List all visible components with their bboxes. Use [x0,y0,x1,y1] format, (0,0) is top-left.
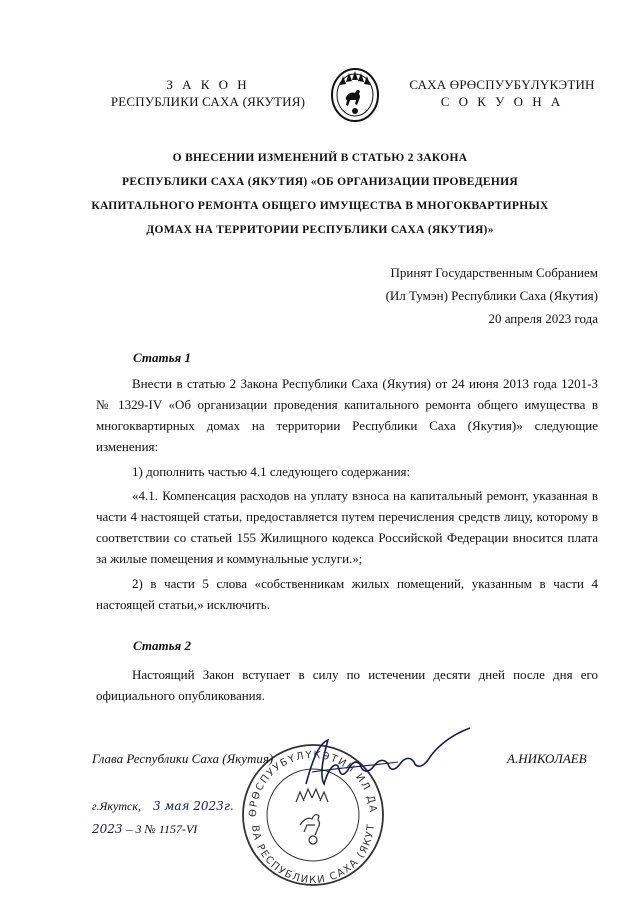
header-right [402,76,602,110]
article1-quote [96,485,598,569]
article1-item1 [96,461,598,482]
law-number-line [92,820,197,838]
republic-label: РЕСПУБЛИКИ САХА (ЯКУТИЯ) [110,94,306,109]
place-label: г.Якутск, [92,799,141,813]
title-line: О ВНЕСЕНИИ ИЗМЕНЕНИЙ В СТАТЬЮ 2 ЗАКОНА [172,152,468,164]
article1-quote-text: «4.1. Компенсация расходов на уплату взноса на капитальный ремонт, указанная в части 4 настоящей статьи, предоставляется путем перечисления средств лицу, которому в соответствии со статьей 155 Жилищного кодекса Российской Федерации вносится плата за жилые помещения и коммунальные услуги.»; [96,488,598,566]
adoption-line: Принят Государственным Собранием [390,265,598,280]
signatory-position: Глава Республики Саха (Якутия) [92,751,274,766]
title-line: КАПИТАЛЬНОГО РЕМОНТА ОБЩЕГО ИМУЩЕСТВА В МНОГОКВАРТИРНЫХ [91,200,549,212]
title-line: ДОМАХ НА ТЕРРИТОРИИ РЕСПУБЛИКИ САХА (ЯКУТИЯ)» [146,224,494,236]
adoption-note [386,261,598,330]
article2-text-content: Настоящий Закон вступает в силу по истечении десяти дней после дня его официального опубликования. [96,667,598,703]
adoption-date: 20 апреля 2023 года [488,311,598,326]
handwritten-signature [298,722,478,802]
article1-item2 [96,573,598,615]
article1-intro [96,373,598,457]
yakut-republic-label: САХА ӨРӨСПУУБҮЛҮКЭТИН [409,77,595,92]
article1-intro-text: Внести в статью 2 Закона Республики Саха (Якутия) от 24 июня 2013 года 1201-З № 1329-IV «Об организации проведения капитального ремонта общего имущества в многоквартирных домах на территории Республики Саха (Якутия)» следующие изменения: [96,376,598,454]
stamp-bottom-text: ВА РЕСПУБЛИКИ САХА (ЯКУТ [248,822,378,887]
article1-heading: Статья 1 [133,350,191,365]
header-left [108,76,308,110]
place-date-line [92,797,234,815]
coat-of-arms-icon [330,67,380,123]
yakut-law-label: С О К У О Н А [440,94,564,109]
article1-item1-text: 1) дополнить частью 4.1 следующего содержания: [132,464,411,479]
handwritten-date: 3 мая 2023г. [152,799,234,813]
document-title [60,146,580,242]
law-number: – 3 № 1157-VI [126,822,198,836]
handwritten-year: 2023 [92,822,123,836]
title-line: РЕСПУБЛИКИ САХА (ЯКУТИЯ) «ОБ ОРГАНИЗАЦИИ ПРОВЕДЕНИЯ [122,176,518,188]
signatory-name: А.НИКОЛАЕВ [507,751,587,766]
adoption-line: (Ил Тумэн) Республики Саха (Якутия) [385,288,598,303]
article1-item2-text: 2) в части 5 слова «собственникам жилых помещений, указанным в части 4 настоящей статьи,» исключить. [96,576,598,612]
article2-heading: Статья 2 [133,638,191,653]
stamp-top-text: ӨРӨСПУУБҮЛҮКЭТИН ИЛ ДА [247,749,379,818]
law-label: З А К О Н [166,77,250,92]
article2-text [96,664,598,706]
